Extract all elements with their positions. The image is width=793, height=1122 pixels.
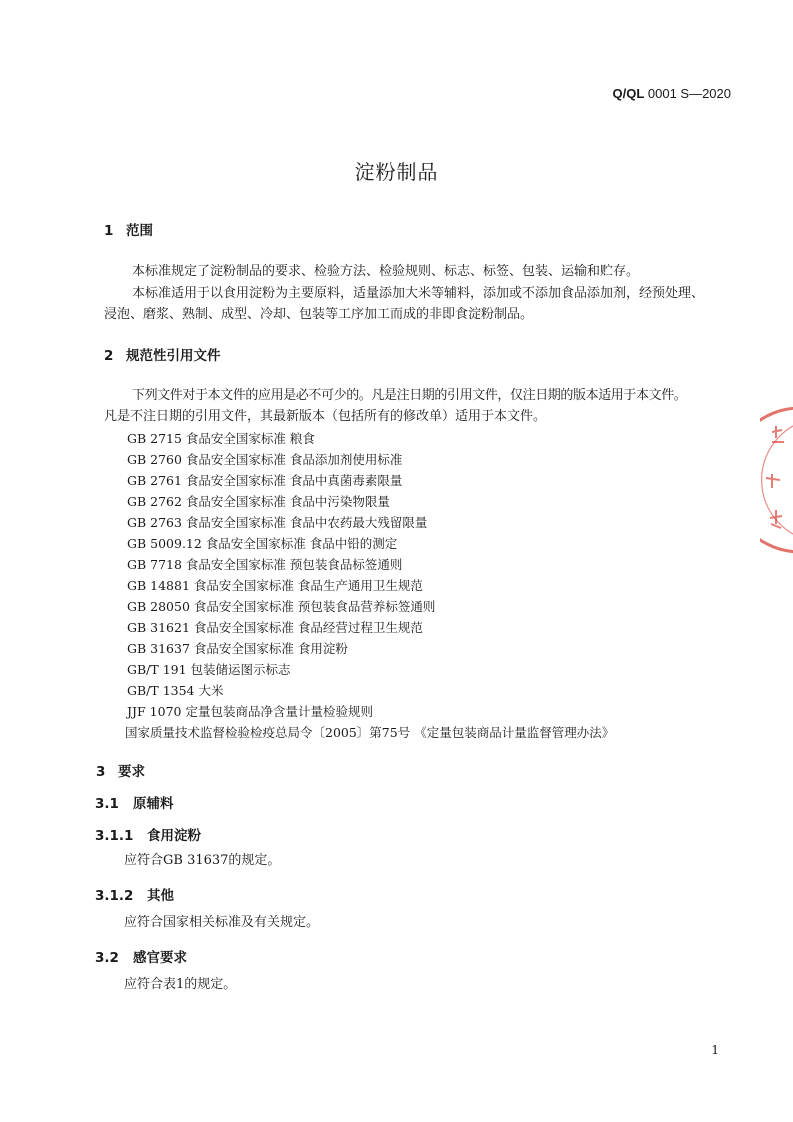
section-number: 1 <box>104 223 114 239</box>
seal-stamp-icon <box>760 400 793 560</box>
section-3-2-heading <box>95 946 187 966</box>
reference-item: GB 31637 食品安全国家标准 食用淀粉 <box>127 641 348 656</box>
scope-paragraph-2-line-2: 浸泡、磨浆、熟制、成型、冷却、包装等工序加工而成的非即食淀粉制品。 <box>104 307 534 322</box>
normative-paragraph-line-2: 凡是不注日期的引用文件，其最新版本（包括所有的修改单）适用于本文件。 <box>104 409 547 424</box>
standard-number-suffix: 0001 S—2020 <box>644 86 731 101</box>
section-number: 3 <box>96 764 106 780</box>
section-number: 3.1 <box>95 796 119 812</box>
reference-item: JJF 1070 定量包装商品净含量计量检验规则 <box>127 704 373 719</box>
scope-paragraph-1: 本标准规定了淀粉制品的要求、检验方法、检验规则、标志、标签、包装、运输和贮存。 <box>132 264 640 279</box>
reference-item: GB 2715 食品安全国家标准 粮食 <box>127 431 315 446</box>
reference-item: GB 2760 食品安全国家标准 食品添加剂使用标准 <box>127 452 403 467</box>
reference-item: GB 28050 食品安全国家标准 预包装食品营养标签通则 <box>127 599 436 614</box>
section-title: 规范性引用文件 <box>126 348 221 364</box>
section-title: 食用淀粉 <box>147 828 201 844</box>
section-title: 要求 <box>118 764 145 780</box>
document-title: 淀粉制品 <box>354 160 439 184</box>
reference-item: GB/T 1354 大米 <box>127 683 224 698</box>
section-title: 原辅料 <box>133 796 174 812</box>
section-number: 3.1.1 <box>95 828 134 844</box>
reference-item: GB/T 191 包装储运图示标志 <box>127 662 291 677</box>
standard-number-prefix: Q/QL <box>612 86 645 101</box>
reference-item: GB 31621 食品安全国家标准 食品经营过程卫生规范 <box>127 620 423 635</box>
section-number: 2 <box>104 348 114 364</box>
section-3-1-1-heading <box>95 824 201 844</box>
reference-item: GB 2762 食品安全国家标准 食品中污染物限量 <box>127 494 390 509</box>
standard-number <box>612 86 731 101</box>
section-3-1-heading <box>95 792 174 812</box>
section-title: 感官要求 <box>133 950 187 966</box>
page-number: 1 <box>711 1043 719 1057</box>
normative-paragraph-line-1: 下列文件对于本文件的应用是必不可少的。凡是注日期的引用文件，仅注日期的版本适用于本文件。 <box>132 388 687 403</box>
reference-item: GB 14881 食品安全国家标准 食品生产通用卫生规范 <box>127 578 423 593</box>
section-number: 3.1.2 <box>95 888 134 904</box>
section-3-2-text: 应符合表1的规定。 <box>124 977 237 992</box>
section-3-1-1-text: 应符合GB 31637的规定。 <box>124 853 281 868</box>
scope-paragraph-2-line-1: 本标准适用于以食用淀粉为主要原料，适量添加大米等辅料，添加或不添加食品添加剂，经预处理、 <box>132 286 705 301</box>
reference-item: GB 7718 食品安全国家标准 预包装食品标签通则 <box>127 557 403 572</box>
section-3-1-2-heading <box>95 884 174 904</box>
section-title: 范围 <box>126 223 153 239</box>
section-number: 3.2 <box>95 950 119 966</box>
reference-item: GB 2763 食品安全国家标准 食品中农药最大残留限量 <box>127 515 428 530</box>
reference-item: GB 2761 食品安全国家标准 食品中真菌毒素限量 <box>127 473 403 488</box>
section-3-heading <box>96 760 145 780</box>
section-1-heading <box>104 219 153 239</box>
section-3-1-2-text: 应符合国家相关标准及有关规定。 <box>124 915 320 930</box>
reference-item: GB 5009.12 食品安全国家标准 食品中铅的测定 <box>127 536 398 551</box>
section-title: 其他 <box>147 888 174 904</box>
reference-item: 国家质量技术监督检验检疫总局令〔2005〕第75号 《定量包装商品计量监督管理办法》 <box>125 725 615 740</box>
section-2-heading <box>104 344 221 364</box>
